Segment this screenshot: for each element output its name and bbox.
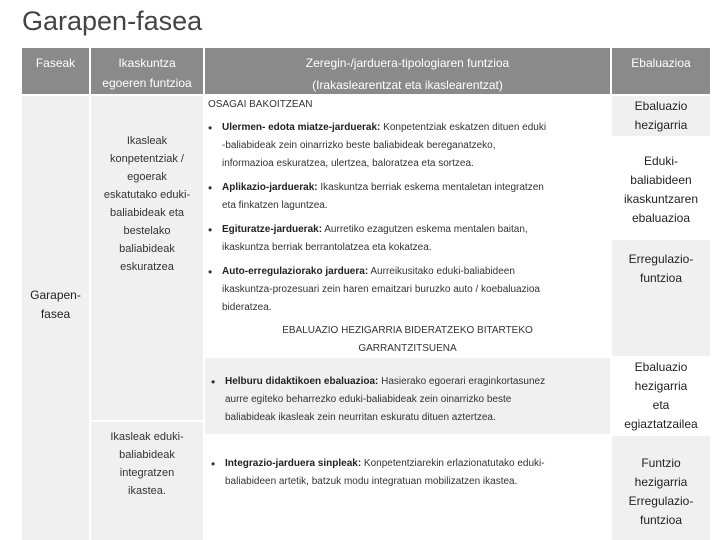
learning-top-line: eskuratzea bbox=[120, 261, 174, 273]
page-title: Garapen-fasea bbox=[22, 6, 203, 36]
section-ebaluazio bbox=[205, 322, 610, 358]
task-text: eta finkatzen laguntzea. bbox=[222, 200, 328, 211]
header-ikaskuntza-line1: Ikaskuntza bbox=[118, 56, 176, 70]
evaluation-line: eta bbox=[652, 398, 670, 412]
bullet-icon: • bbox=[208, 121, 213, 135]
evaluation-3-text bbox=[612, 240, 710, 288]
phase-line1: Garapen- bbox=[30, 288, 81, 302]
evaluation-line: Erregulazio- bbox=[628, 252, 694, 266]
header-faseak bbox=[22, 48, 89, 94]
header-ebaluazioa bbox=[612, 48, 710, 94]
task-item bbox=[208, 263, 605, 317]
header-zeregin-line1: Zeregin-/jarduera-tipologiaren funtzioa bbox=[305, 56, 510, 70]
task-bold: Integrazio-jarduera sinpleak: bbox=[225, 458, 362, 469]
evaluation-4-text bbox=[612, 358, 710, 434]
task-text: Konpetentziarekin erlazionatutako eduki- bbox=[361, 458, 545, 469]
task-bold: Egituratze-jarduerak: bbox=[222, 224, 323, 235]
section-ebaluazio-line2: GARRANTZITSUENA bbox=[358, 343, 457, 354]
task-text: aurre egiteko beharrezko eduki-baliabideak zein oinarrizko beste bbox=[225, 394, 512, 405]
task-text: Hasierako egoerari eraginkortasunez bbox=[378, 376, 546, 387]
evaluation-cell-3 bbox=[612, 240, 710, 356]
learning-bottom-line: ikastea. bbox=[128, 485, 166, 497]
learning-cell-top bbox=[91, 96, 203, 420]
header-zeregin-line2: (Irakaslearentzat eta ikaslearentzat) bbox=[312, 78, 503, 92]
evaluation-line: Erregulazio- bbox=[628, 494, 694, 508]
evaluation-line: egiaztatzailea bbox=[624, 417, 698, 431]
task-text: ikaskuntza berriak berrantolatzea eta kokatzea. bbox=[222, 242, 432, 253]
evaluation-5-text bbox=[612, 436, 710, 530]
task-text: baliabideen artetik, batzuk modu integratuan mobilizatzen ikastea. bbox=[225, 476, 518, 487]
learning-bottom-text bbox=[91, 428, 203, 500]
header-faseak-label: Faseak bbox=[35, 56, 76, 70]
evaluation-line: funtzioa bbox=[639, 513, 683, 527]
phase-line2: fasea bbox=[40, 307, 71, 321]
task-text: ikaskuntza-prozesuari zein haren emaitzari buruzko auto / koebaluazioa bbox=[222, 284, 540, 295]
evaluation-line: Ebaluazio bbox=[634, 360, 688, 374]
learning-cell-bottom bbox=[91, 422, 203, 540]
learning-bottom-line: Ikasleak eduki- bbox=[110, 431, 184, 443]
task-item bbox=[208, 179, 605, 215]
evaluation-line: funtzioa bbox=[639, 271, 683, 285]
task-text: -baliabideak zein oinarrizko beste baliabideak bereganatzeko, bbox=[222, 140, 496, 151]
bullet-icon: • bbox=[208, 223, 213, 237]
bullet-icon: • bbox=[211, 375, 216, 389]
task-bold: Auto-erregulaziorako jarduera: bbox=[222, 266, 369, 277]
task-bold: Ulermen- edota miatze-jarduerak: bbox=[222, 122, 381, 133]
evaluation-cell-1 bbox=[612, 96, 710, 136]
task-item bbox=[211, 455, 603, 491]
learning-top-line: bestelako bbox=[123, 225, 171, 237]
task-bold: Helburu didaktikoen ebaluazioa: bbox=[225, 376, 379, 387]
evaluation-line: hezigarria bbox=[634, 475, 688, 489]
task-item bbox=[208, 119, 605, 173]
learning-top-line: baliabideak eta bbox=[109, 207, 184, 219]
evaluation-line: Eduki- bbox=[643, 154, 678, 168]
evaluation-cell-2 bbox=[612, 138, 710, 238]
learning-top-line: eskatutako eduki- bbox=[103, 189, 191, 201]
header-ebaluazioa-label: Ebaluazioa bbox=[631, 56, 691, 70]
header-ikaskuntza-line2: egoeren funtzioa bbox=[102, 76, 192, 90]
learning-bottom-line: baliabideak bbox=[119, 449, 175, 461]
task-item bbox=[211, 373, 603, 427]
task-text: bideratzea. bbox=[222, 302, 272, 313]
learning-top-line: Ikasleak bbox=[126, 135, 168, 147]
learning-bottom-line: integratzen bbox=[119, 467, 175, 479]
task-text: Aurretiko ezagutzen eskema mentalen baitan, bbox=[322, 224, 528, 235]
task-bold: Aplikazio-jarduerak: bbox=[222, 182, 318, 193]
learning-top-line: egoerak bbox=[127, 171, 167, 183]
task-item bbox=[208, 221, 605, 257]
evaluation-line: ikaskuntzaren bbox=[623, 192, 699, 206]
evaluation-line: Ebaluazio bbox=[634, 99, 688, 113]
learning-top-text bbox=[91, 132, 203, 276]
task-text: Konpetentziak eskatzen dituen eduki bbox=[380, 122, 547, 133]
task-text: informazioa eskuratzea, ulertzea, baloratzea eta sortzea. bbox=[222, 158, 474, 169]
section-osagai: OSAGAI BAKOITZEAN bbox=[208, 99, 313, 110]
evaluation-line: baliabideen bbox=[630, 173, 692, 187]
evaluation-2-text bbox=[612, 138, 710, 228]
learning-top-line: konpetentziak / bbox=[110, 153, 184, 165]
evaluation-line: hezigarria bbox=[634, 379, 688, 393]
bullet-icon: • bbox=[208, 265, 213, 279]
evaluation-line: ebaluazioa bbox=[631, 211, 691, 225]
evaluation-1-text bbox=[612, 96, 710, 135]
task-text: Ikaskuntza berriak eskema mentaletan integratzen bbox=[317, 182, 544, 193]
header-zeregin bbox=[205, 48, 610, 94]
phase-cell bbox=[22, 96, 89, 540]
section-ebaluazio-line1: EBALUAZIO HEZIGARRIA BIDERATZEKO BITARTEKO bbox=[282, 325, 533, 336]
evaluation-cell-4 bbox=[612, 358, 710, 434]
evaluation-line: Funtzio bbox=[641, 456, 681, 470]
header-ikaskuntza bbox=[91, 48, 203, 94]
bullet-icon: • bbox=[211, 457, 216, 471]
evaluation-cell-5 bbox=[612, 436, 710, 540]
learning-top-line: baliabideak bbox=[119, 243, 175, 255]
evaluation-line: hezigarria bbox=[634, 118, 688, 132]
task-text: Aurreikusitako eduki-baliabideen bbox=[368, 266, 515, 277]
task-text: baliabideak ikasleak zein neurritan eskuratu dituen aztertzea. bbox=[225, 412, 496, 423]
bullet-icon: • bbox=[208, 181, 213, 195]
